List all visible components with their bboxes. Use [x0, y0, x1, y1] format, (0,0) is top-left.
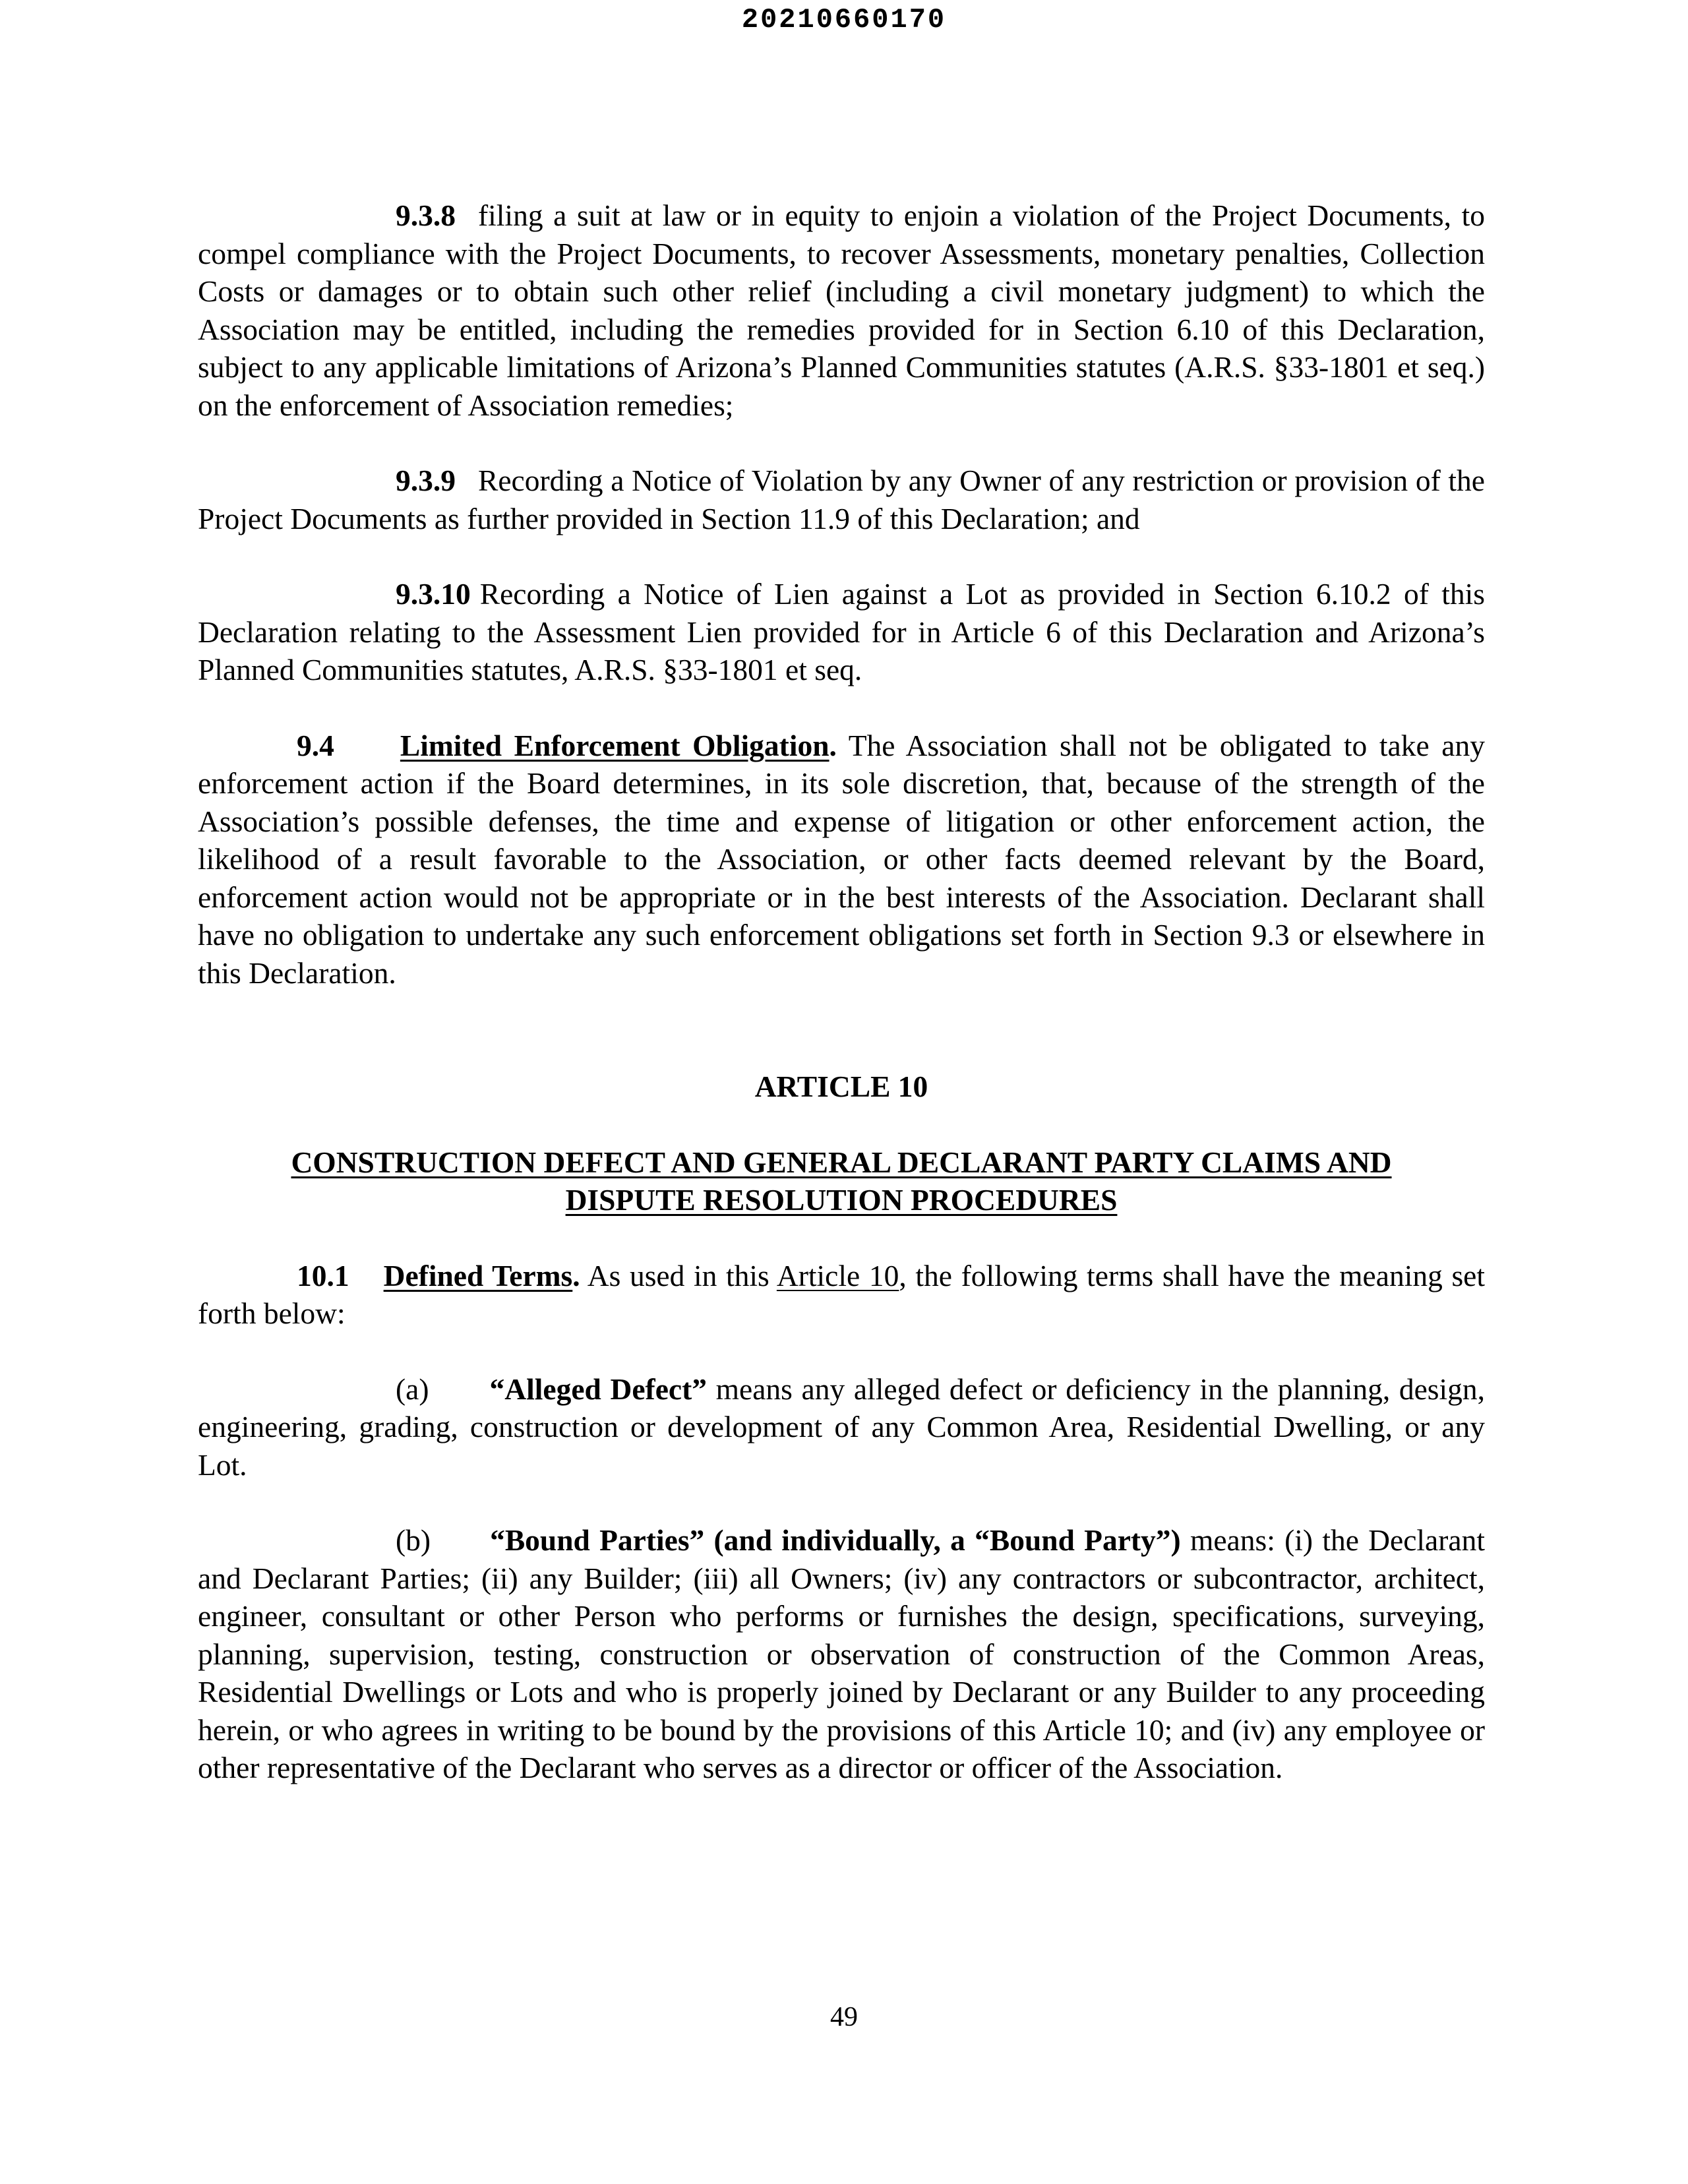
section-title: Limited Enforcement Obligation	[400, 728, 829, 762]
article-10-reference: Article 10	[776, 1258, 899, 1292]
definition-label: (a)	[396, 1372, 429, 1406]
article-heading-line-2: DISPUTE RESOLUTION PROCEDURES	[565, 1183, 1118, 1217]
section-number: 9.4	[297, 728, 334, 762]
definition-b	[198, 1521, 1485, 1787]
article-heading	[198, 1143, 1485, 1219]
definition-label: (b)	[396, 1523, 431, 1557]
article-heading-line-1: CONSTRUCTION DEFECT AND GENERAL DECLARANT PARTY CLAIMS AND	[291, 1145, 1392, 1179]
section-title-punct: .	[829, 728, 837, 762]
definition-text: means: (i) the Declarant and Declarant Parties; (ii) any Builder; (iii) all Owners; (iv) any contractors or subcontractor, architect, engineer, consultant or other Person who performs or furnishes the design, specifications, surveying, planning, supervision, testing, construction or observation of construction of the Common Areas, Residential Dwellings or Lots and who is properly joined by Declarant or any Builder to any proceeding herein, or who agrees in writing to be bound by the provisions of this Article 10; and (iv) any employee or other representative of the Declarant who serves as a director or officer of the Association.	[198, 1523, 1485, 1784]
definition-a	[198, 1370, 1485, 1484]
section-number: 9.3.10	[396, 577, 471, 611]
definition-text: means any alleged defect or deficiency in the planning, design, engineering, grading, construction or development of any Common Area, Residential Dwelling, or any Lot.	[198, 1372, 1486, 1482]
definition-term: “Bound Parties” (and individually, a “Bound Party”)	[490, 1523, 1181, 1557]
section-9-3-10	[198, 575, 1485, 689]
section-text: Recording a Notice of Lien against a Lot as provided in Section 6.10.2 of this Declaration relating to the Assessment Lien provided for in Article 6 of this Declaration and Arizona’s Planned Communities statutes, A.R.S. §33-1801 et seq.	[198, 577, 1485, 686]
section-number: 9.3.9	[396, 464, 456, 497]
section-title: Defined Terms	[383, 1258, 573, 1292]
article-label: ARTICLE 10	[754, 1070, 928, 1103]
document-number: 20210660170	[741, 4, 947, 36]
section-title-punct: .	[572, 1258, 580, 1292]
section-10-1	[198, 1257, 1485, 1333]
section-text-after: , the following terms shall have the meaning set forth below:	[198, 1258, 1486, 1330]
section-9-4	[198, 727, 1485, 992]
section-text-before: As used in this	[587, 1258, 769, 1292]
section-number: 10.1	[297, 1258, 349, 1292]
section-text: Recording a Notice of Violation by any Owner of any restriction or provision of the Project Documents as further provided in Section 11.9 of this Declaration; and	[198, 464, 1485, 535]
section-text: filing a suit at law or in equity to enjoin a violation of the Project Documents, to compel compliance with the Project Documents, to recover Assessments, monetary penalties, Collection Costs or damages or to obtain such other relief (including a civil monetary judgment) to which the Association may be entitled, including the remedies provided for in Section 6.10 of this Declaration, subject to any applicable limitations of Arizona’s Planned Communities statutes (A.R.S. §33-1801 et seq.) on the enforcement of Association remedies;	[198, 198, 1485, 422]
definition-term: “Alleged Defect”	[489, 1372, 707, 1406]
section-number: 9.3.8	[396, 198, 456, 232]
section-9-3-8	[198, 197, 1485, 424]
page-number: 49	[830, 2002, 858, 2032]
page-body	[198, 197, 1485, 1787]
section-9-3-9	[198, 462, 1485, 537]
section-text: The Association shall not be obligated to take any enforcement action if the Board determines, in its sole discretion, that, because of the strength of the Association’s possible defenses, the time and expense of litigation or other enforcement action, the likelihood of a result favorable to the Association, or other facts deemed relevant by the Board, enforcement action would not be appropriate or in the best interests of the Association. Declarant shall have no obligation to undertake any such enforcement obligations set forth in Section 9.3 or elsewhere in this Declaration.	[198, 728, 1485, 990]
